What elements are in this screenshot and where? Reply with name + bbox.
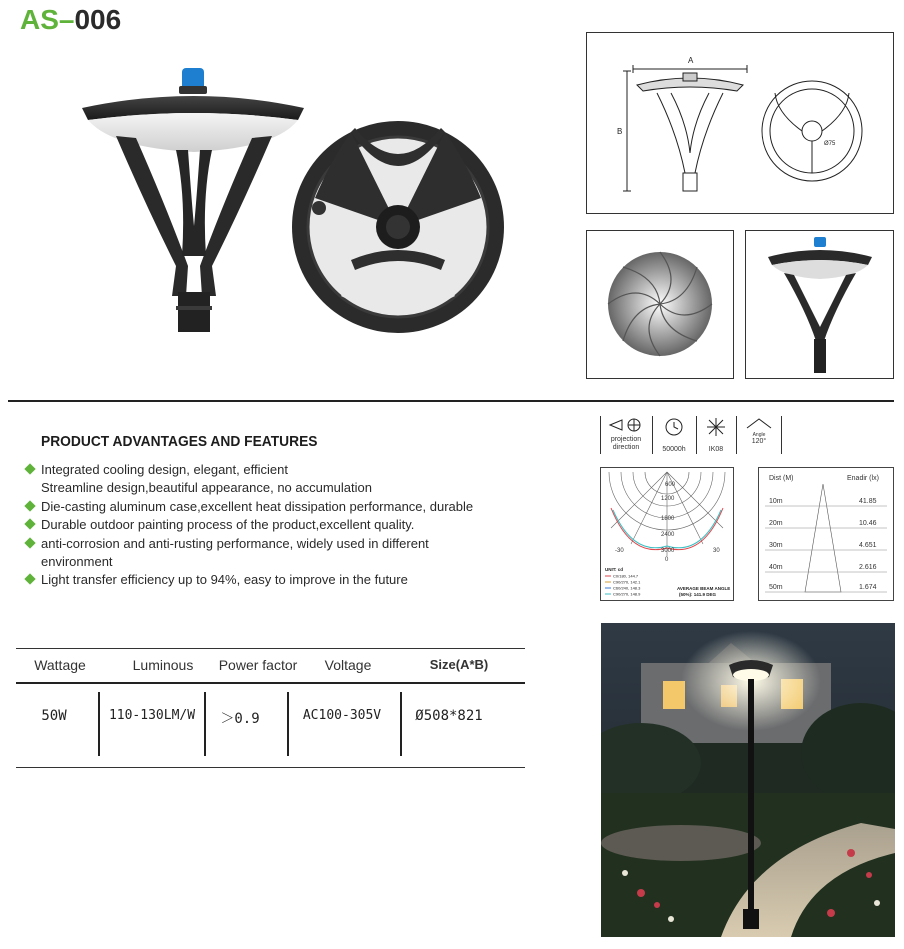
legend-item: C60/240, 148.3 xyxy=(613,585,641,591)
feature-item xyxy=(24,461,484,479)
bullet-diamond-icon xyxy=(24,537,35,548)
polar-chart-art xyxy=(601,468,733,600)
feature-text: Light transfer efficiency up to 94%, easy to improve in the future xyxy=(41,572,408,588)
ring-label: 600 xyxy=(665,482,676,488)
feature-text: Integrated cooling design, elegant, efficient xyxy=(41,462,288,477)
header-luminous: Luminous xyxy=(132,657,194,673)
table-top-rule xyxy=(16,648,525,649)
feature-text: Durable outdoor painting process of the product,excellent quality. xyxy=(41,517,415,533)
feature-item xyxy=(24,498,484,516)
dim-b-label: B xyxy=(617,127,623,136)
header-voltage: Voltage xyxy=(324,657,372,673)
dimension-drawing-art xyxy=(587,33,893,213)
lux-value: 4.651 xyxy=(859,542,877,549)
polar-light-distribution xyxy=(600,467,734,601)
beam-angle-icon xyxy=(741,416,777,430)
dist-value: 40m xyxy=(769,564,783,571)
illuminance-table-art xyxy=(759,468,893,600)
ik08-label: IK08 xyxy=(708,446,724,453)
lux-value: 1.674 xyxy=(859,584,877,591)
feature-list xyxy=(24,461,484,590)
night-garden-photo xyxy=(601,623,895,937)
dim-c-label: Ø75 xyxy=(824,141,836,147)
icon-divider xyxy=(781,416,782,454)
icon-divider xyxy=(736,416,737,454)
angle-label: 120° xyxy=(751,438,767,445)
legend-item: C90/270, 148.9 xyxy=(613,591,641,597)
lifespan-icon xyxy=(654,416,694,456)
feature-item xyxy=(24,479,484,497)
col-separator xyxy=(204,692,206,756)
beam-angle-value: (50%): 141.9 DEG xyxy=(679,592,717,597)
value-luminous: 110-130LM/W xyxy=(108,708,196,723)
header-power-factor: Power factor xyxy=(218,657,298,673)
angle-right-label: 30 xyxy=(713,548,720,554)
lifespan-label: 50000h xyxy=(662,446,686,453)
dist-value: 10m xyxy=(769,498,783,505)
lux-value: 41.85 xyxy=(859,498,877,505)
ik08-icon xyxy=(698,416,734,456)
legend-item: C0/180, 144.7 xyxy=(613,573,639,579)
bullet-diamond-icon xyxy=(24,574,35,585)
angle-icon xyxy=(738,416,780,456)
feature-item xyxy=(24,571,484,589)
col-dist-header: Dist (M) xyxy=(769,475,794,482)
bullet-diamond-icon xyxy=(24,500,35,511)
feature-item xyxy=(24,535,484,572)
projection-icon xyxy=(602,416,650,456)
dist-value: 20m xyxy=(769,520,783,527)
col-separator xyxy=(98,692,100,756)
value-size: Ø508*821 xyxy=(415,708,483,724)
lens-photo xyxy=(586,230,734,379)
angle-zero-label: 0 xyxy=(665,557,669,563)
table-header-rule xyxy=(16,682,525,684)
product-model: AS–006 xyxy=(20,4,122,35)
lux-value: 10.46 xyxy=(859,520,877,527)
polar-unit: UNIT: cd xyxy=(605,567,623,572)
lamp-bottom-photo xyxy=(291,120,505,334)
feature-text: anti-corrosion and anti-rusting performance, widely used in different environment xyxy=(41,535,429,570)
legend-item: C90/270, 142.1 xyxy=(613,579,641,585)
illuminance-table xyxy=(758,467,894,601)
header-size: Size(A*B) xyxy=(429,657,489,672)
ring-label: 3000 xyxy=(661,548,675,554)
section-divider xyxy=(8,400,894,402)
lens-photo-art xyxy=(587,231,733,378)
bullet-diamond-icon xyxy=(24,463,35,474)
beam-angle-note: AVERAGE BEAM ANGLE xyxy=(677,586,731,591)
ring-label: 2400 xyxy=(661,532,675,538)
feature-text: Die-casting aluminum case,excellent heat dissipation performance, durable xyxy=(41,498,474,514)
ring-label: 1800 xyxy=(661,516,675,522)
clock-icon xyxy=(663,416,685,438)
icon-divider xyxy=(652,416,653,454)
projection-label: projection direction xyxy=(610,436,642,451)
value-wattage: 50W xyxy=(41,708,67,724)
value-power-factor: ＞0.9 xyxy=(220,711,260,727)
projection-icon-art xyxy=(606,416,646,434)
lamp-side-photo xyxy=(76,66,308,336)
dim-a-label: A xyxy=(688,56,694,65)
angle-sublabel: Angle xyxy=(752,432,766,438)
icon-divider xyxy=(600,416,601,454)
header-wattage: Wattage xyxy=(34,657,86,673)
col-separator xyxy=(400,692,402,756)
lamp-side-photo-2-art xyxy=(746,231,893,378)
lamp-side-photo-2 xyxy=(745,230,894,379)
value-voltage: AC100-305V xyxy=(302,708,382,723)
icon-divider xyxy=(696,416,697,454)
bullet-diamond-icon xyxy=(24,519,35,530)
lux-value: 2.616 xyxy=(859,564,877,571)
dimension-drawing xyxy=(586,32,894,214)
dist-value: 50m xyxy=(769,584,783,591)
col-lux-header: Enadir (lx) xyxy=(847,475,879,482)
dist-value: 30m xyxy=(769,542,783,549)
col-separator xyxy=(287,692,289,756)
table-bottom-rule xyxy=(16,767,525,768)
feature-text: Streamline design,beautiful appearance, no accumulation xyxy=(41,480,372,496)
section-title: PRODUCT ADVANTAGES AND FEATURES xyxy=(41,433,318,450)
feature-item xyxy=(24,516,484,534)
angle-left-label: -30 xyxy=(615,548,624,554)
impact-icon xyxy=(705,416,727,438)
ring-label: 1200 xyxy=(661,496,675,502)
